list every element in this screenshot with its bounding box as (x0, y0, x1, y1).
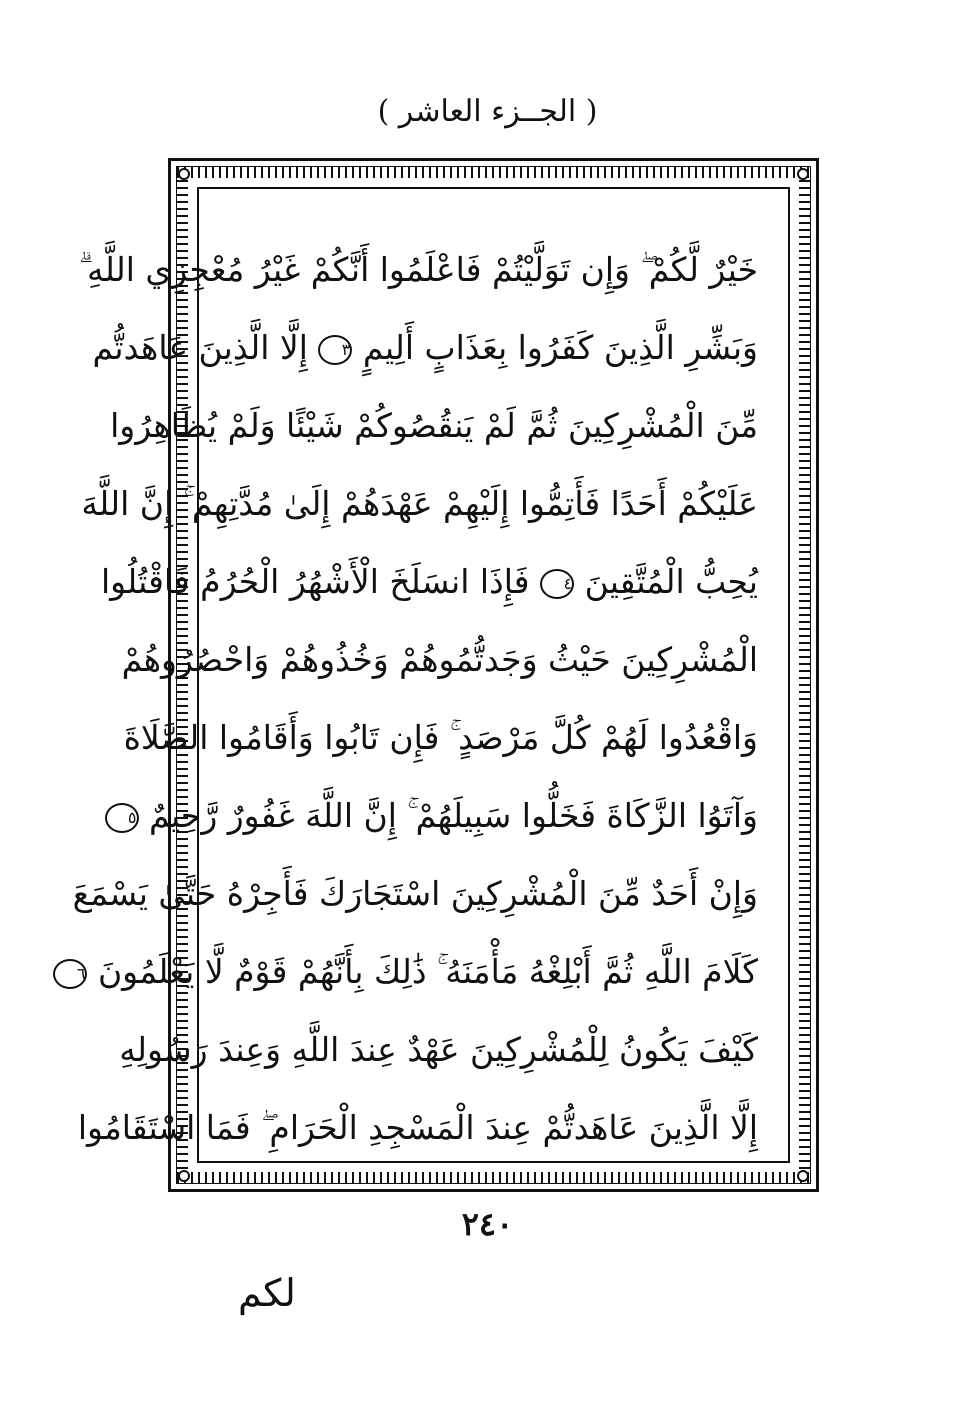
catchword: لكم (238, 1271, 296, 1315)
ayah-number-marker: ٤ (540, 569, 574, 599)
text-line: خَيْرٌ لَّكُمْ ۖ وَإِن تَوَلَّيْتُمْ فَاعْلَمُوا أَنَّكُمْ غَيْرُ مُعْجِزِي اللَّهِ ۗ (78, 250, 758, 289)
text-line: كَلَامَ اللَّهِ ثُمَّ أَبْلِغْهُ مَأْمَنَهُ ۚ ذَٰلِكَ بِأَنَّهُمْ قَوْمٌ لَّا يَعْلَمُونَ ٦ (229, 933, 758, 1011)
text-line: وَآتَوُا الزَّكَاةَ فَخَلُّوا سَبِيلَهُمْ ۚ إِنَّ اللَّهَ غَفُورٌ رَّحِيمٌ ٥ (229, 777, 758, 855)
page-number: ٢٤٠ (461, 1205, 514, 1243)
text-line: وَبَشِّرِ الَّذِينَ كَفَرُوا بِعَذَابٍ أَلِيمٍ ٣ إِلَّا الَّذِينَ عَاهَدتُّم (92, 328, 758, 367)
quran-text (72, 231, 758, 1167)
corner-ornament (178, 168, 190, 180)
corner-ornament (797, 168, 809, 180)
text-line: الْمُشْرِكِينَ حَيْثُ وَجَدتُّمُوهُمْ وَخُذُوهُمْ وَاحْصُرُوهُمْ (121, 640, 758, 679)
text-line: مِّنَ الْمُشْرِكِينَ ثُمَّ لَمْ يَنقُصُوكُمْ شَيْئًا وَلَمْ يُظَاهِرُوا (110, 406, 758, 445)
ayah-number-marker: ٥ (105, 803, 139, 833)
ayah-number-marker: ٣ (318, 335, 352, 365)
text-line: يُحِبُّ الْمُتَّقِينَ ٤ فَإِذَا انسَلَخَ الْأَشْهُرُ الْحُرُمُ فَاقْتُلُوا (100, 562, 758, 601)
juz-header: ( الجــزء العاشر ) (377, 94, 598, 129)
corner-ornament (797, 1170, 809, 1182)
text-line: كَيْفَ يَكُونُ لِلْمُشْرِكِينَ عَهْدٌ عِندَ اللَّهِ وَعِندَ رَسُولِهِ (119, 1030, 758, 1069)
ornamental-frame (72, 158, 819, 1192)
ayah-number-marker: ٦ (53, 959, 87, 989)
text-panel (72, 187, 790, 1163)
text-line: عَلَيْكُمْ أَحَدًا فَأَتِمُّوا إِلَيْهِمْ عَهْدَهُمْ إِلَىٰ مُدَّتِهِمْ ۚ إِنَّ اللَّهَ (81, 484, 758, 523)
corner-ornament (178, 1170, 190, 1182)
text-line: وَاقْعُدُوا لَهُمْ كُلَّ مَرْصَدٍ ۚ فَإِن تَابُوا وَأَقَامُوا الصَّلَاةَ (123, 718, 758, 757)
frame-ornament-band (72, 166, 811, 1184)
text-line: إِلَّا الَّذِينَ عَاهَدتُّمْ عِندَ الْمَسْجِدِ الْحَرَامِ ۖ فَمَا اسْتَقَامُوا (77, 1108, 758, 1147)
text-line: وَإِنْ أَحَدٌ مِّنَ الْمُشْرِكِينَ اسْتَجَارَكَ فَأَجِرْهُ حَتَّىٰ يَسْمَعَ (72, 874, 758, 913)
